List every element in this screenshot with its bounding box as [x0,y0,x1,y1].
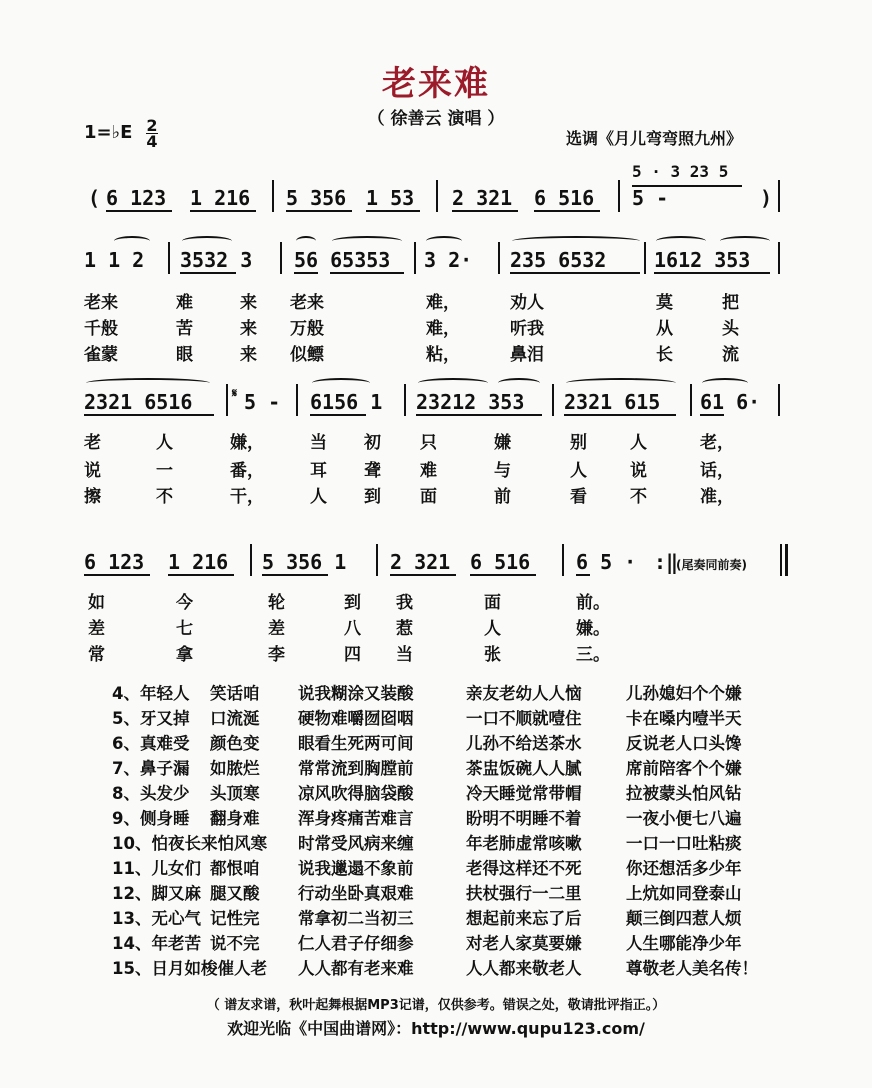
verse-phrase: 10、怕夜长来怕风寒 [112,834,267,853]
bar-line [168,242,170,274]
bar-line [618,180,620,212]
verse-phrase: 腿又酸 [210,884,260,903]
verse-phrase: 12、脚又麻 [112,884,201,903]
verse-phrase: 一口一口吐粘痰 [626,834,742,853]
verse-phrase: 卡在嗓内噎半天 [626,709,742,728]
slur [296,236,316,246]
beat-underline [106,210,172,212]
beat-underline [286,210,352,212]
lyric: 张 [484,645,501,665]
beat-underline [180,272,236,274]
beat-underline [366,210,420,212]
notation-segment: 5 356 [286,186,347,210]
notation-segment: 3532 3 [180,248,253,272]
beat-underline [700,414,724,416]
grace-notes: 5 · 3 23 5 [632,162,729,181]
lyric: 难 [176,293,193,313]
bar-line [690,384,692,416]
verse-phrase: 记性完 [210,909,260,928]
verse-phrase: 对老人家莫要嫌 [466,934,582,953]
beat-underline [84,574,150,576]
bar-line [376,544,378,576]
notation-segment: 1612 353 [654,248,751,272]
lyric: 别 [570,433,587,453]
slur [426,236,462,246]
beat-underline [168,574,234,576]
song-title: 老来难 [382,64,490,104]
lyric: 八 [344,619,361,639]
bar-line [296,384,298,416]
slur [498,378,540,388]
verse-phrase: 儿孙不给送茶水 [466,734,582,753]
beat-underline [654,272,770,274]
slur [702,378,748,388]
lyric: 当 [396,645,413,665]
lyric: 擦 [84,487,101,507]
meter-top: 2 [146,116,158,135]
lyric: 话， [700,461,734,481]
source-tune: 选调《月儿弯弯照九州》 [566,129,743,148]
verse-phrase: 都恨咱 [210,859,260,878]
notation-segment: 2 321 [452,186,513,210]
verse-phrase: 茶盅饭碗人人腻 [466,759,582,778]
lyric: 七 [176,619,193,639]
lyric: 干， [230,487,264,507]
verse-phrase: 人生哪能净少年 [626,934,742,953]
lyric: 劝人 [510,293,544,313]
beat-underline [294,272,318,274]
verse-phrase: 时常受风病来缠 [298,834,414,853]
lyric: 嫌， [230,433,264,453]
verse-phrase: 常拿初二当初三 [298,909,414,928]
lyric: 初 [364,433,381,453]
lyric: 四 [344,645,361,665]
verse-phrase: 如脓烂 [210,759,260,778]
verse-phrase: 硬物难嚼囫囵咽 [298,709,414,728]
verse-phrase: 拉被蒙头怕风钻 [626,784,742,803]
verse-phrase: 人人都来敬老人 [466,959,582,978]
verse-phrase: 想起前来忘了后 [466,909,582,928]
verse-phrase: 上炕如同登泰山 [626,884,742,903]
verse-phrase: 口流涎 [210,709,260,728]
verse-phrase: 儿孙媳妇个个嫌 [626,684,742,703]
lyric: 今 [176,593,193,613]
bar-line [778,384,780,416]
verse-phrase: 人人都有老来难 [298,959,414,978]
notation-segment: ( [88,186,101,210]
lyric: 嫌 [494,433,511,453]
bar-line [644,242,646,274]
lyric: 莫 [656,293,673,313]
slur [182,236,232,246]
lyric: 准， [700,487,734,507]
bar-line [562,544,564,576]
notation-segment: 6156 1 [310,390,383,414]
lyric: 难， [426,319,460,339]
bar-line [778,180,780,212]
lyric: 人 [570,461,587,481]
verse-phrase: 11、儿女们 [112,859,201,878]
notation-segment: 1 53 [366,186,415,210]
bar-line [780,544,782,576]
bar-line [404,384,406,416]
lyric: 轮 [268,593,285,613]
notation-segment: 56 65353 [294,248,391,272]
verse-phrase: 说我糊涂又装酸 [298,684,414,703]
verse-phrase: 头顶寒 [210,784,260,803]
verse-phrase: 13、无心气 [112,909,201,928]
lyric: 看 [570,487,587,507]
bar-line [552,384,554,416]
lyric: 难， [426,293,460,313]
notation-segment: 6 123 [106,186,167,210]
beat-underline [470,574,536,576]
lyric: 只 [420,433,437,453]
lyric: 从 [656,319,673,339]
key-note: ♭E [111,122,133,143]
lyric: 嫌。 [576,619,610,639]
lyric: 来 [240,345,257,365]
notation-segment: 6 516 [534,186,595,210]
bar-line [250,544,252,576]
lyric: 常 [88,645,105,665]
verse-phrase: 6、真难受 [112,734,190,753]
lyric: 聋 [364,461,381,481]
transcription-note: （ 谱友求谱，秋叶起舞根据MP3记谱，仅供参考。错误之处，敬请批评指正。） [206,998,666,1013]
lyric: 三。 [576,645,610,665]
time-signature [146,118,158,149]
lyric: 与 [494,461,511,481]
notation-segment: 1 216 [190,186,251,210]
verse-phrase: 盼明不明睡不着 [466,809,582,828]
beat-underline [390,574,456,576]
verse-phrase: 颜色变 [210,734,260,753]
lyric: 眼 [176,345,193,365]
notation-segment: 3 2· [424,248,473,272]
notation-segment: 61 6· [700,390,761,414]
verse-phrase: 凉风吹得脑袋酸 [298,784,414,803]
bar-line [778,242,780,274]
beat-underline [416,414,542,416]
lyric: 似鳔 [290,345,324,365]
beat-underline [534,210,600,212]
lyric: 老， [700,433,734,453]
verse-phrase: 一口不顺就噎住 [466,709,582,728]
lyric: 惹 [396,619,413,639]
verse-phrase: 颠三倒四惹人烦 [626,909,742,928]
notation-segment: 5 - [244,390,281,414]
key-prefix: 1= [84,122,112,143]
lyric: 长 [656,345,673,365]
slur [656,236,706,246]
verse-phrase: 亲友老幼人人恼 [466,684,582,703]
verse-phrase: 年老肺虚常咳嗽 [466,834,582,853]
verse-phrase: 仁人君子仔细参 [298,934,414,953]
verse-phrase: 4、年轻人 [112,684,190,703]
lyric: 如 [88,593,105,613]
beat-underline [84,414,214,416]
final-bar-line [785,544,788,576]
slur [114,236,150,246]
verse-phrase: 你还想活多少年 [626,859,742,878]
notation-segment: 1 1 2 [84,248,145,272]
bar-line [414,242,416,274]
lyric: 头 [722,319,739,339]
beat-underline [262,574,328,576]
verse-phrase: 老得这样还不死 [466,859,582,878]
lyric: 不 [156,487,173,507]
verse-phrase: 常常流到胸膛前 [298,759,414,778]
verse-phrase: 行动坐卧真艰难 [298,884,414,903]
lyric: 当 [310,433,327,453]
beat-underline [632,185,742,187]
lyric: 前。 [576,593,610,613]
slur [86,378,210,388]
bar-line [498,242,500,274]
notation-segment: 6 123 [84,550,145,574]
site-footer: 欢迎光临《中国曲谱网》：http://www.qupu123.com/ [227,1019,645,1038]
lyric: 来 [240,293,257,313]
lyric: 人 [484,619,501,639]
lyric: 不 [630,487,647,507]
verse-phrase: 冷天睡觉常带帽 [466,784,582,803]
lyric: 万般 [290,319,324,339]
lyric: 番， [230,461,264,481]
lyric: 我 [396,593,413,613]
slur [512,236,640,246]
notation-segment: 6 5 · [576,550,637,574]
beat-underline [510,272,640,274]
singer-credit: （ 徐善云 演唱 ） [367,109,505,129]
slur [566,378,676,388]
lyric: 老来 [290,293,324,313]
notation-segment: 235 6532 [510,248,607,272]
verse-phrase: 笑话咱 [210,684,260,703]
lyric: 差 [268,619,285,639]
key-signature [84,122,132,143]
slur [312,378,370,388]
verse-phrase: 说我邋遢不象前 [298,859,414,878]
notation-segment: 1 216 [168,550,229,574]
verse-phrase: 8、头发少 [112,784,190,803]
lyric: 粘， [426,345,460,365]
verse-phrase: 反说老人口头馋 [626,734,742,753]
notation-segment: 5 356 1 [262,550,347,574]
verse-phrase: 扶杖强行一二里 [466,884,582,903]
notation-segment: ) [760,186,773,210]
verse-phrase: 9、侧身睡 [112,809,190,828]
lyric: 流 [722,345,739,365]
lyric: 苦 [176,319,193,339]
beat-underline [564,414,676,416]
bar-line [272,180,274,212]
lyric: 一 [156,461,173,481]
verse-phrase: 15、日月如梭催人老 [112,959,267,978]
beat-underline [310,414,366,416]
lyric: 说 [630,461,647,481]
bar-line [280,242,282,274]
verse-phrase: 翻身难 [210,809,260,828]
beat-underline [452,210,518,212]
bar-line [226,384,228,416]
lyric: 拿 [176,645,193,665]
verse-phrase: 浑身疼痛苦难言 [298,809,414,828]
lyric: 千般 [84,319,118,339]
meter-bottom: 4 [146,132,158,151]
lyric: 人 [630,433,647,453]
slur [332,236,402,246]
lyric: 把 [722,293,739,313]
verse-phrase: 7、鼻子漏 [112,759,190,778]
slur [720,236,770,246]
verse-phrase: 尊敬老人美名传！ [626,959,758,978]
segno-mark: 𝄋 [232,386,238,400]
lyric: 来 [240,319,257,339]
notation-segment: 6 516 [470,550,531,574]
lyric: 到 [364,487,381,507]
lyric: 老 [84,433,101,453]
notation-segment: 2321 615 [564,390,661,414]
lyric: 差 [88,619,105,639]
lyric: 雀蒙 [84,345,118,365]
lyric: 听我 [510,319,544,339]
lyric: 到 [344,593,361,613]
slur [418,378,488,388]
notation-segment: 2321 6516 [84,390,193,414]
beat-underline [330,272,404,274]
notation-segment: 5 - [632,186,669,210]
lyric: 李 [268,645,285,665]
lyric: 前 [494,487,511,507]
lyric: 老来 [84,293,118,313]
beat-underline [190,210,256,212]
lyric: 面 [420,487,437,507]
verse-phrase: 5、牙又掉 [112,709,190,728]
lyric: 人 [310,487,327,507]
verse-phrase: 14、年老苦 [112,934,201,953]
verse-phrase: 说不完 [210,934,260,953]
repeat-sign: :‖ [654,550,679,574]
lyric: 鼻泪 [510,345,544,365]
verse-phrase: 一夜小便七八遍 [626,809,742,828]
verse-phrase: 眼看生死两可间 [298,734,414,753]
notation-segment: 23212 353 [416,390,525,414]
beat-underline [576,574,590,576]
lyric: 耳 [310,461,327,481]
notation-segment: 2 321 [390,550,451,574]
lyric: 说 [84,461,101,481]
repeat-note: (尾奏同前奏) [676,558,747,572]
lyric: 面 [484,593,501,613]
lyric: 人 [156,433,173,453]
bar-line [436,180,438,212]
verse-phrase: 席前陪客个个嫌 [626,759,742,778]
lyric: 难 [420,461,437,481]
